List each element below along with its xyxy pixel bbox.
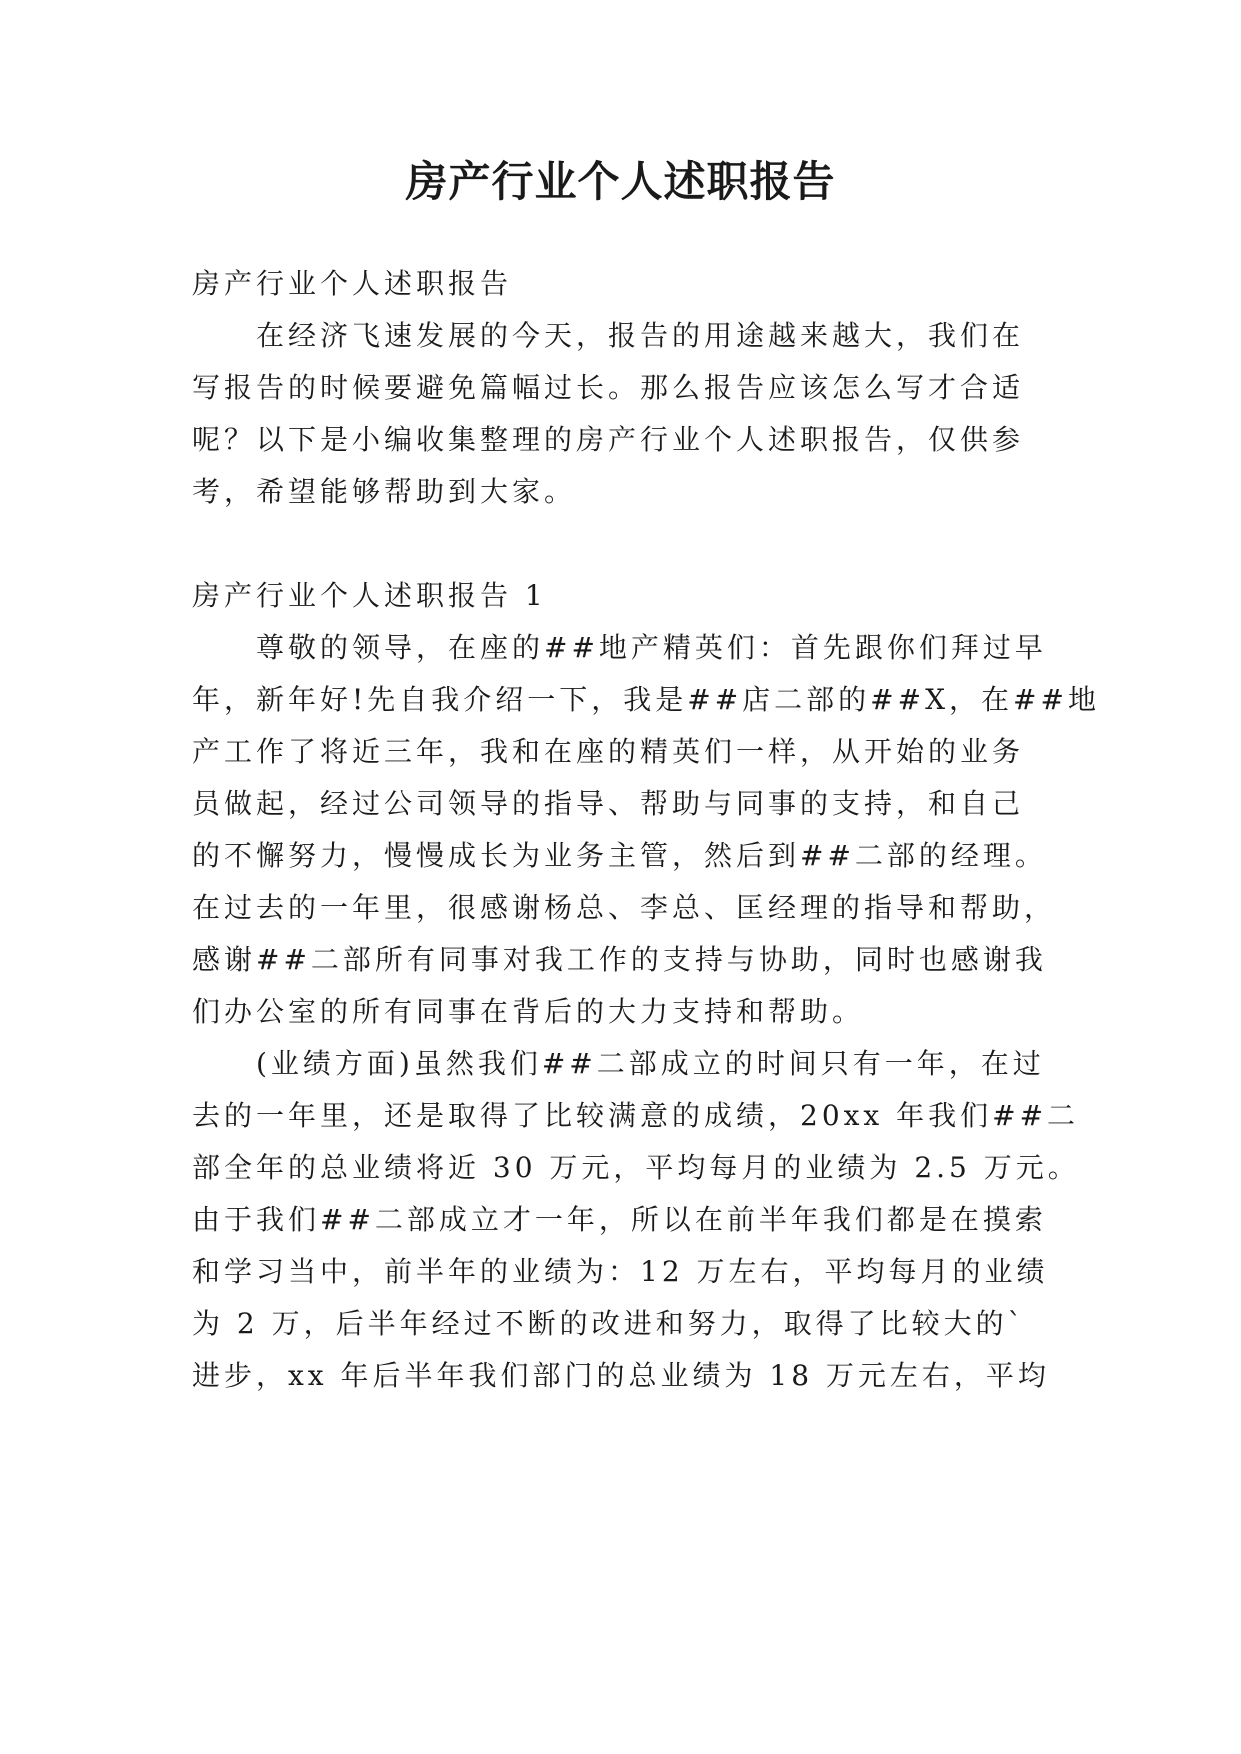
body-line-2: 年，新年好!先自我介绍一下，我是##店二部的##X，在##地 (192, 683, 1100, 716)
intro-line-1: 在经济飞速发展的今天，报告的用途越来越大，我们在 (256, 319, 1025, 352)
body-line-15: 进步，xx 年后半年我们部门的总业绩为 18 万元左右，平均 (192, 1359, 1050, 1392)
body-line-13: 和学习当中，前半年的业绩为：12 万左右，平均每月的业绩 (192, 1255, 1049, 1288)
intro-line-4: 考，希望能够帮助到大家。 (192, 475, 577, 508)
body-line-10: 去的一年里，还是取得了比较满意的成绩，20xx 年我们##二 (192, 1099, 1080, 1132)
body-line-4: 员做起，经过公司领导的指导、帮助与同事的支持，和自己 (192, 787, 1025, 820)
intro-line-3: 呢？以下是小编收集整理的房产行业个人述职报告，仅供参 (192, 423, 1025, 456)
subtitle-line: 房产行业个人述职报告 (192, 267, 513, 300)
body-line-1: 尊敬的领导，在座的##地产精英们：首先跟你们拜过早 (256, 631, 1047, 664)
body-line-7: 感谢##二部所有同事对我工作的支持与协助，同时也感谢我 (192, 943, 1047, 976)
body-line-3: 产工作了将近三年，我和在座的精英们一样，从开始的业务 (192, 735, 1025, 768)
document-title: 房产行业个人述职报告 (405, 157, 836, 206)
body-line-6: 在过去的一年里，很感谢杨总、李总、匡经理的指导和帮助， (192, 891, 1057, 924)
body-line-12: 由于我们##二部成立才一年，所以在前半年我们都是在摸索 (192, 1203, 1047, 1236)
body-line-9: (业绩方面)虽然我们##二部成立的时间只有一年，在过 (256, 1047, 1045, 1080)
intro-line-2: 写报告的时候要避免篇幅过长。那么报告应该怎么写才合适 (192, 371, 1025, 404)
section-heading: 房产行业个人述职报告 1 (192, 579, 547, 612)
body-line-14: 为 2 万，后半年经过不断的改进和努力，取得了比较大的` (192, 1307, 1026, 1340)
body-line-11: 部全年的总业绩将近 30 万元，平均每月的业绩为 2.5 万元。 (192, 1151, 1080, 1184)
body-line-8: 们办公室的所有同事在背后的大力支持和帮助。 (192, 995, 865, 1028)
body-line-5: 的不懈努力，慢慢成长为业务主管，然后到##二部的经理。 (192, 839, 1047, 872)
